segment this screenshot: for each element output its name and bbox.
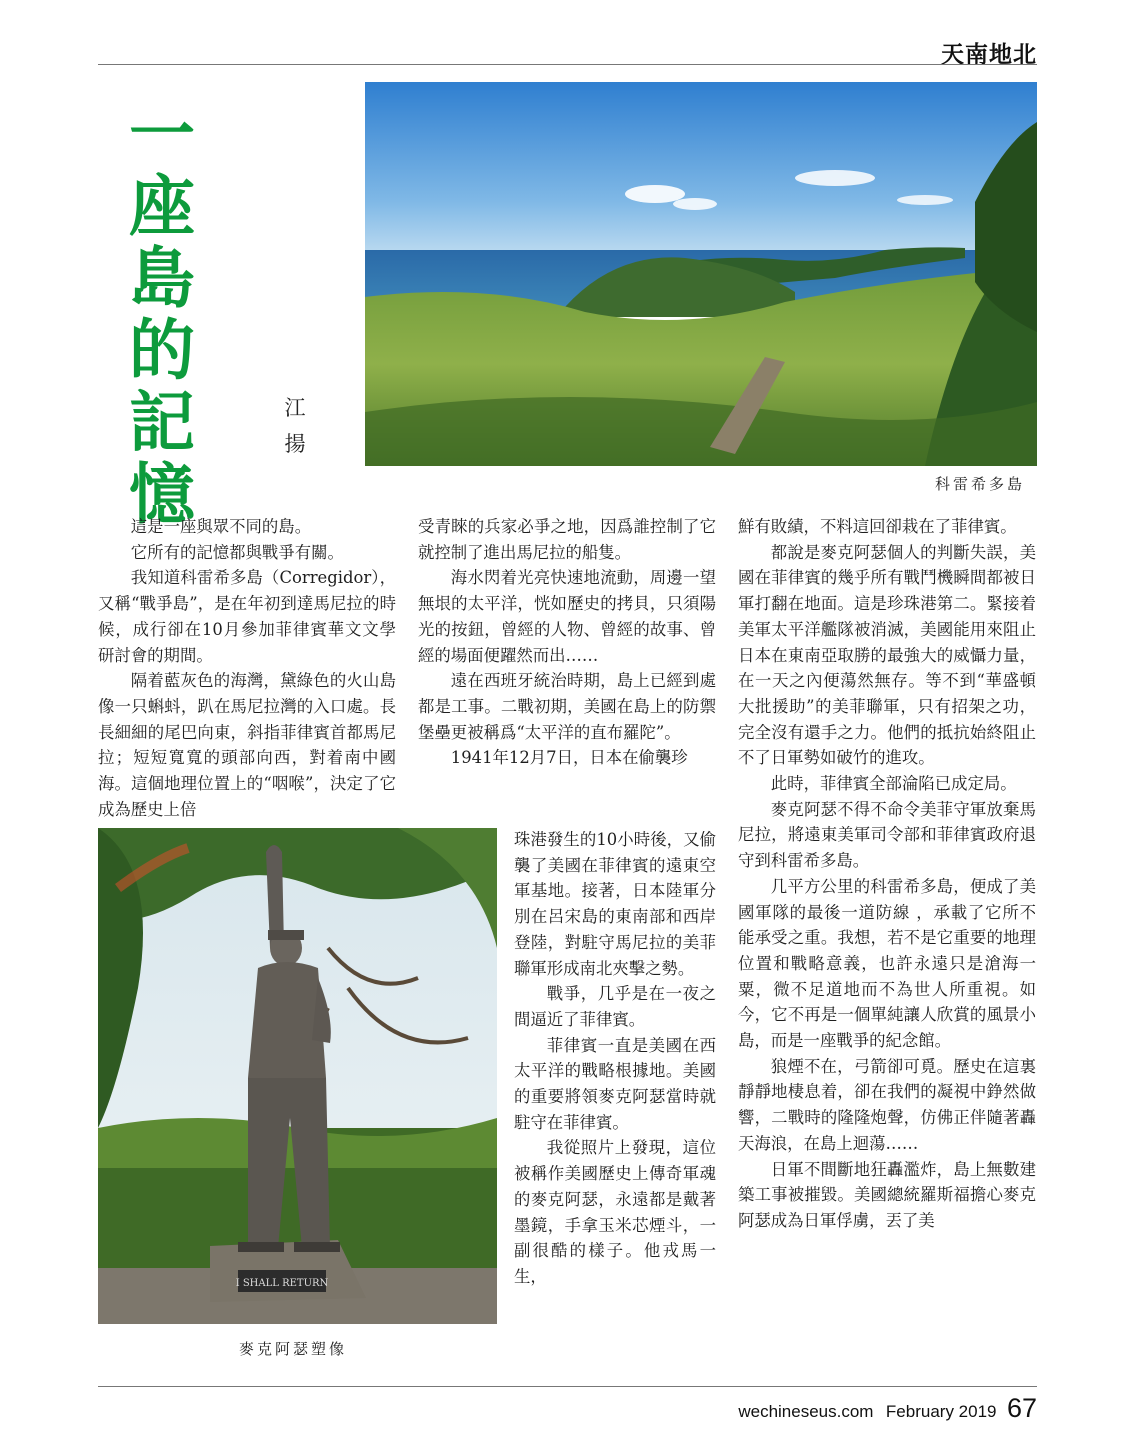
paragraph: 狼煙不在，弓箭卻可覓。歷史在這裏靜靜地棲息着，卻在我們的凝視中錚然做響，二戰時的隆隆炮聲，仿佛正伴隨著轟天海浪，在島上迴蕩…… xyxy=(738,1056,1036,1153)
footer-date: February 2019 xyxy=(885,1402,997,1421)
top-rule xyxy=(98,64,1037,65)
island-photo-caption: 科雷希多島 xyxy=(934,475,1025,493)
paragraph: 鮮有敗績，不料這回卻栽在了菲律賓。 xyxy=(738,517,1017,536)
article-column-3 xyxy=(738,514,1036,1234)
statue-plaque-text: I SHALL RETURN xyxy=(235,1278,329,1289)
paragraph: 這是一座與眾不同的島。 xyxy=(130,517,312,536)
article-title xyxy=(124,95,200,533)
author-char: 江 xyxy=(284,396,306,420)
paragraph: 它所有的記憶都與戰爭有關。 xyxy=(130,542,344,562)
paragraph: 戰爭，几乎是在一夜之間逼近了菲律賓。 xyxy=(514,984,716,1029)
author-char: 揚 xyxy=(284,432,306,456)
section-label: 天南地北 xyxy=(941,41,1037,68)
article-column-1 xyxy=(98,514,396,822)
paragraph: 我從照片上發現，這位被稱作美國歷史上傳奇軍魂的麥克阿瑟，永遠都是戴著墨鏡，手拿玉米芯煙斗，一副很酷的樣子。他戎馬一生， xyxy=(514,1138,716,1286)
page-number: 67 xyxy=(1006,1393,1037,1423)
paragraph: 隔着藍灰色的海灣，黛綠色的火山島像一只蝌蚪，趴在馬尼拉灣的入口處。長長細細的尾巴向東，斜指菲律賓首都馬尼拉；短短寬寬的頭部向西，對着南中國海。這個地理位置上的“咽喉”，決定了它成為歷史上倍 xyxy=(98,671,396,819)
paragraph: 菲律賓一直是美國在西太平洋的戰略根據地。美國的重要將領麥克阿瑟當時就駐守在菲律賓。 xyxy=(514,1035,716,1132)
bottom-rule xyxy=(98,1386,1037,1387)
island-photo xyxy=(365,82,1037,466)
paragraph: 海水閃着光亮快速地流動，周邊一望無垠的太平洋，恍如歷史的拷貝，只須陽光的按鈕，曾經的人物、曾經的故事、曾經的場面便躍然而出…… xyxy=(418,568,716,665)
author-byline xyxy=(280,390,310,462)
article-column-2-top xyxy=(418,514,716,771)
island-landscape-image xyxy=(365,82,1037,466)
title-char: 憶 xyxy=(129,455,195,533)
footer-site: wechineseus.com xyxy=(738,1402,874,1421)
paragraph: 受青睞的兵家必爭之地，因爲誰控制了它就控制了進出馬尼拉的船隻。 xyxy=(418,517,716,562)
paragraph: 都說是麥克阿瑟個人的判斷失誤，美國在菲律賓的幾乎所有戰鬥機瞬間都被日軍打翻在地面。這是珍珠港第二。緊接着美軍太平洋艦隊被消滅，美國能用來阻止日本在東南亞取勝的最強大的威懾力量，在一天之內便蕩然無存。等不到“華盛頓大批援助”的美菲聯軍，只有招架之功，完全沒有還手之力。他們的抵抗始終阻止不了日軍勢如破竹的進攻。 xyxy=(738,542,1036,768)
paragraph: 此時，菲律賓全部淪陷已成定局。 xyxy=(770,774,1017,794)
title-char: 島 xyxy=(129,239,195,317)
statue-photo-caption: 麥克阿瑟塑像 xyxy=(239,1340,348,1358)
title-char: 一 xyxy=(129,95,195,173)
paragraph: 我知道科雷希多島（Corregidor），又稱“戰爭島”，是在年初到達馬尼拉的時候，成行卻在10月參加菲律賓華文文學研討會的期間。 xyxy=(98,568,396,665)
paragraph: 几平方公里的科雷希多島，便成了美國軍隊的最後一道防線 ，承載了它所不能承受之重。我想，若不是它重要的地理位置和戰略意義，也許永遠只是滄海一粟，微不足道地而不為世人所重視。如今，它不再是一個單純讓人欣賞的風景小島，而是一座戰爭的紀念館。 xyxy=(738,876,1036,1051)
title-char: 的 xyxy=(129,311,195,389)
article-column-2-bottom xyxy=(514,827,716,1290)
paragraph: 珠港發生的10小時後，又偷襲了美國在菲律賓的遠東空軍基地。接著，日本陸軍分別在呂宋島的東南部和西岸登陸，對駐守馬尼拉的美菲聯軍形成南北夾擊之勢。 xyxy=(514,830,716,978)
statue-photo xyxy=(98,828,497,1324)
paragraph: 遠在西班牙統治時期，島上已經到處都是工事。二戰初期，美國在島上的防禦堡壘更被稱爲“太平洋的直布羅陀”。 xyxy=(418,671,716,742)
statue-image xyxy=(98,828,497,1324)
title-char: 記 xyxy=(129,383,195,461)
paragraph: 日軍不間斷地狂轟濫炸，島上無數建築工事被摧毀。美國總統羅斯福擔心麥克阿瑟成為日軍俘虜，丟了美 xyxy=(738,1159,1036,1230)
paragraph: 麥克阿瑟不得不命令美菲守軍放棄馬尼拉，將遠東美軍司令部和菲律賓政府退守到科雷希多島。 xyxy=(738,799,1036,871)
title-char: 座 xyxy=(129,167,195,245)
paragraph: 1941年12月7日，日本在偷襲珍 xyxy=(450,748,688,768)
page-footer xyxy=(738,1393,1037,1424)
